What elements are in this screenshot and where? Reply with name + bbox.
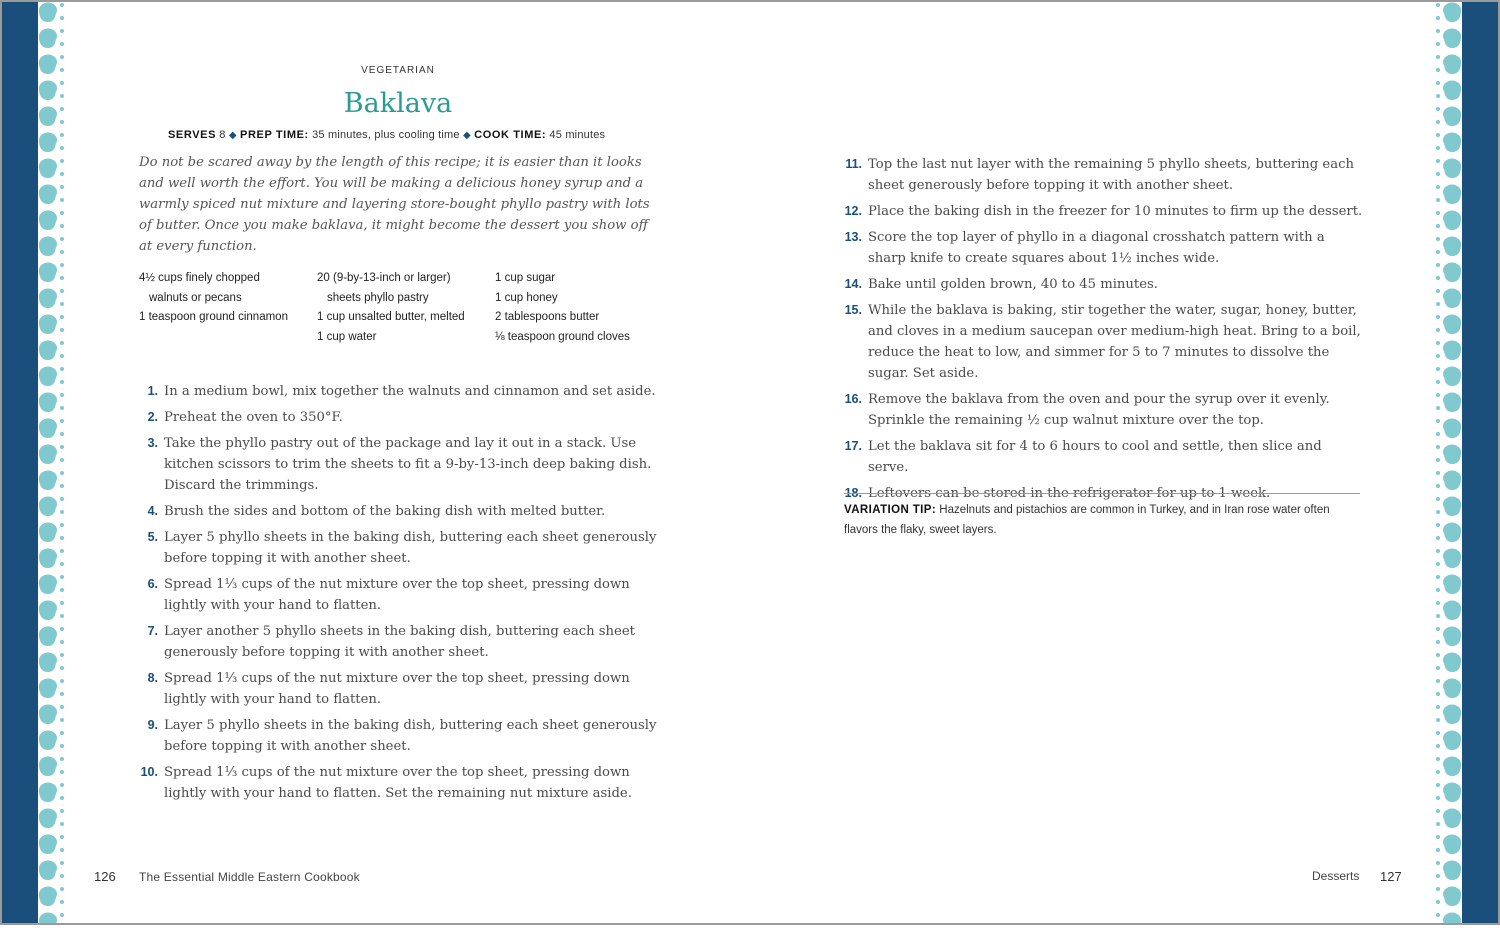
step-text: Spread 1⅓ cups of the nut mixture over the top sheet, pressing down lightly with your hand to flatten.	[164, 577, 630, 613]
cook-time-label: COOK TIME:	[474, 129, 547, 141]
step-item	[843, 436, 1363, 478]
step-number: 8.	[147, 671, 158, 685]
step-item	[139, 527, 659, 569]
step-text: Layer another 5 phyllo sheets in the baking dish, buttering each sheet generously before topping it with another sheet.	[164, 624, 635, 660]
step-text: While the baklava is baking, stir together the water, sugar, honey, butter, and cloves in a medium saucepan over medium-high heat. Bring to a boil, reduce the heat to low, and simmer for 5 to 7 minutes to dissolve the sugar. Set aside.	[868, 303, 1361, 381]
step-item	[139, 762, 659, 804]
step-item	[139, 574, 659, 616]
steps-list-right	[843, 154, 1363, 509]
prep-time-value: 35 minutes, plus cooling time	[312, 129, 460, 141]
step-text: Score the top layer of phyllo in a diagonal crosshatch pattern with a sharp knife to create squares about 1½ inches wide.	[868, 230, 1325, 266]
step-item	[843, 300, 1363, 384]
step-item	[139, 501, 659, 522]
ingredient-item: 1 teaspoon ground cinnamon	[139, 311, 288, 323]
step-number: 3.	[147, 436, 158, 450]
step-text: Preheat the oven to 350°F.	[164, 410, 343, 425]
step-number: 5.	[147, 530, 158, 544]
ingredient-item: ⅛ teaspoon ground cloves	[495, 330, 630, 343]
step-text: Spread 1⅓ cups of the nut mixture over the top sheet, pressing down lightly with your hand to flatten.	[164, 671, 630, 707]
ingredient-item: 1 cup unsalted butter, melted	[317, 311, 465, 323]
step-text: Layer 5 phyllo sheets in the baking dish, buttering each sheet generously before topping it with another sheet.	[164, 530, 657, 566]
recipe-category: VEGETARIAN	[361, 65, 435, 76]
step-number: 2.	[147, 410, 158, 424]
ingredient-item: 4½ cups finely chopped walnuts or pecans	[139, 272, 260, 304]
step-item	[843, 274, 1363, 295]
step-text: Layer 5 phyllo sheets in the baking dish, buttering each sheet generously before topping it with another sheet.	[164, 718, 657, 754]
step-text: Bake until golden brown, 40 to 45 minutes.	[868, 277, 1158, 292]
decorative-border-left	[0, 0, 68, 925]
left-page-number: 126	[94, 869, 116, 884]
step-item	[843, 154, 1363, 196]
step-text: Place the baking dish in the freezer for 10 minutes to firm up the dessert.	[868, 204, 1363, 219]
step-text: Leftovers can be stored in the refrigerator for up to 1 week.	[868, 486, 1271, 501]
recipe-meta	[168, 129, 648, 141]
step-text: Remove the baklava from the oven and pour the syrup over it evenly. Sprinkle the remaining ½ cup walnut mixture over the top.	[868, 392, 1330, 428]
step-number: 4.	[147, 504, 158, 518]
tip-divider	[844, 493, 1360, 494]
step-number: 18.	[844, 486, 862, 500]
ingredients-column-1	[139, 269, 299, 328]
serves-label: SERVES	[168, 129, 217, 141]
ingredient-item: 2 tablespoons butter	[495, 311, 600, 323]
step-item	[139, 381, 659, 402]
right-page-number: 127	[1380, 869, 1402, 884]
step-number: 17.	[844, 439, 862, 453]
ingredient-item: 1 cup sugar	[495, 272, 556, 284]
step-item	[843, 201, 1363, 222]
step-number: 12.	[844, 204, 862, 218]
ingredient-item: 20 (9-by-13-inch or larger) sheets phyllo pastry	[317, 272, 451, 304]
step-item	[843, 227, 1363, 269]
step-number: 15.	[844, 303, 862, 317]
tip-text: Hazelnuts and pistachios are common in Turkey, and in Iran rose water often flavors the flaky, sweet layers.	[844, 504, 1330, 536]
steps-list-left	[139, 381, 659, 809]
ingredients-column-3	[495, 269, 675, 347]
recipe-title: Baklava	[343, 88, 453, 119]
step-number: 6.	[147, 577, 158, 591]
decorative-border-right	[1432, 0, 1500, 925]
step-item	[139, 621, 659, 663]
step-text: Let the baklava sit for 4 to 6 hours to cool and settle, then slice and serve.	[868, 439, 1322, 475]
diamond-separator-icon: ◆	[228, 130, 237, 141]
step-item	[843, 389, 1363, 431]
right-page	[750, 0, 1432, 925]
serves-value: 8	[219, 129, 226, 141]
step-text: In a medium bowl, mix together the walnuts and cinnamon and set aside.	[164, 384, 656, 399]
ingredients-column-2	[317, 269, 477, 347]
step-text: Top the last nut layer with the remaining 5 phyllo sheets, buttering each sheet generously before topping it with another sheet.	[868, 157, 1354, 193]
step-item	[139, 715, 659, 757]
section-title: Desserts	[1312, 869, 1360, 883]
step-item	[139, 433, 659, 496]
step-number: 11.	[845, 157, 862, 171]
step-number: 9.	[147, 718, 158, 732]
prep-time-label: PREP TIME:	[240, 129, 309, 141]
tip-label: VARIATION TIP:	[844, 504, 937, 516]
step-item	[139, 407, 659, 428]
book-title: The Essential Middle Eastern Cookbook	[139, 870, 360, 884]
step-text: Brush the sides and bottom of the baking dish with melted butter.	[164, 504, 606, 519]
left-page	[68, 0, 750, 925]
cook-time-value: 45 minutes	[549, 129, 606, 141]
step-number: 16.	[844, 392, 862, 406]
step-number: 10.	[140, 765, 158, 779]
step-item	[139, 668, 659, 710]
step-number: 7.	[147, 624, 158, 638]
step-number: 13.	[844, 230, 862, 244]
ingredient-item: 1 cup honey	[495, 291, 558, 304]
recipe-intro: Do not be scared away by the length of this recipe; it is easier than it looks and well worth the effort. You will be making a delicious honey syrup and a warmly spiced nut mixture and layering store-bought phyllo pastry with lots of butter. Once you make baklava, it might become the dessert you show off at every function.	[139, 155, 650, 254]
variation-tip	[844, 501, 1364, 540]
step-number: 14.	[844, 277, 862, 291]
step-number: 1.	[147, 384, 158, 398]
step-text: Spread 1⅓ cups of the nut mixture over the top sheet, pressing down lightly with your hand to flatten. Set the remaining nut mixture aside.	[164, 765, 632, 801]
ingredient-item: 1 cup water	[317, 330, 377, 343]
diamond-separator-icon: ◆	[463, 130, 471, 141]
step-text: Take the phyllo pastry out of the package and lay it out in a stack. Use kitchen scissors to trim the sheets to fit a 9-by-13-inch deep baking dish. Discard the trimmings.	[164, 436, 652, 493]
